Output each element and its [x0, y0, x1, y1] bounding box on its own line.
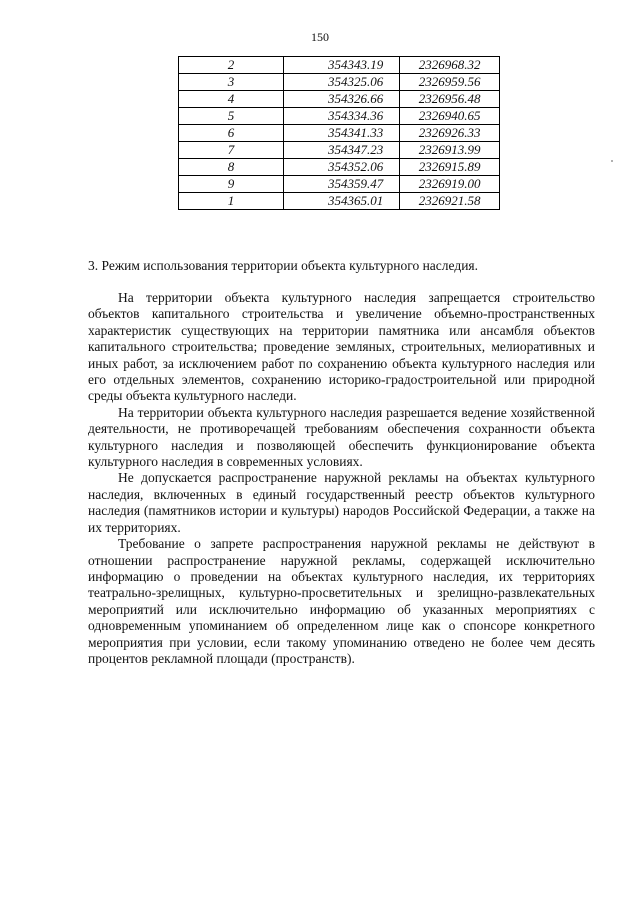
coordinates-table-body	[179, 57, 500, 210]
x-coordinate-cell: 354352.06	[284, 159, 400, 176]
x-coordinate-cell: 354341.33	[284, 125, 400, 142]
point-number-cell: 6	[179, 125, 284, 142]
paragraph-2: На территории объекта культурного наследия разрешается ведение хозяйственной деятельности, не противоречащей требованиям обеспечения сохранности объекта культурного наследия и позволяющей обеспечить функционирование объекта культурного наследия в современных условиях.	[88, 404, 595, 470]
point-number-cell: 8	[179, 159, 284, 176]
paragraph-4: Требование о запрете распространения наружной рекламы не действуют в отношении распространение наружной рекламы, содержащей исключительно информацию о проведении на объектах культурного наследия, их территориях театрально-зрелищных, культурно-просветительных и зрелищно-развлекательных мероприятий или исключительно информацию об указанных мероприятиях с одновременным упоминанием об определенном лице как о спонсоре конкретного мероприятия при условии, если такому упоминанию отведено не более чем десять процентов рекламной площади (пространств).	[88, 536, 595, 666]
table-row	[179, 57, 500, 74]
point-number-cell: 9	[179, 176, 284, 193]
point-number-cell: 5	[179, 108, 284, 125]
body-text	[88, 290, 595, 667]
y-coordinate-cell: 2326959.56	[400, 74, 500, 91]
y-coordinate-cell: 2326919.00	[400, 176, 500, 193]
table-row	[179, 74, 500, 91]
point-number-cell: 4	[179, 91, 284, 108]
table-row	[179, 142, 500, 159]
table-row	[179, 125, 500, 142]
table-row	[179, 176, 500, 193]
y-coordinate-cell: 2326968.32	[400, 57, 500, 74]
point-number-cell: 2	[179, 57, 284, 74]
point-number-cell: 7	[179, 142, 284, 159]
x-coordinate-cell: 354343.19	[284, 57, 400, 74]
section-heading: 3. Режим использования территории объекта культурного наследия.	[88, 258, 479, 273]
x-coordinate-cell: 354365.01	[284, 193, 400, 210]
y-coordinate-cell: 2326940.65	[400, 108, 500, 125]
y-coordinate-cell: 2326921.58	[400, 193, 500, 210]
table-row	[179, 193, 500, 210]
point-number-cell: 3	[179, 74, 284, 91]
x-coordinate-cell: 354359.47	[284, 176, 400, 193]
y-coordinate-cell: 2326956.48	[400, 91, 500, 108]
x-coordinate-cell: 354325.06	[284, 74, 400, 91]
y-coordinate-cell: 2326915.89	[400, 159, 500, 176]
table-row	[179, 108, 500, 125]
paragraph-3: Не допускается распространение наружной рекламы на объектах культурного наследия, включенных в единый государственный реестр объектов культурного наследия (памятников истории и культуры) народов Российской Федерации, а также на их территориях.	[88, 470, 595, 535]
x-coordinate-cell: 354326.66	[284, 91, 400, 108]
scan-speck	[611, 160, 613, 162]
paragraph-1: На территории объекта культурного наследия запрещается строительство объектов капитального строительства и увеличение объемно-пространственных характеристик существующих на территории памятника или ансамбля объектов капитального строительства; проведение земляных, строительных, мелиоративных и иных работ, за исключением работ по сохранению объекта культурного наследия или его отдельных элементов, сохранению историко-градостроительной или природной среды объекта культурного наследи.	[88, 290, 595, 404]
x-coordinate-cell: 354347.23	[284, 142, 400, 159]
table-row	[179, 159, 500, 176]
table-row	[179, 91, 500, 108]
coordinates-table	[178, 56, 500, 210]
page-number: 150	[311, 30, 329, 44]
x-coordinate-cell: 354334.36	[284, 108, 400, 125]
y-coordinate-cell: 2326913.99	[400, 142, 500, 159]
point-number-cell: 1	[179, 193, 284, 210]
y-coordinate-cell: 2326926.33	[400, 125, 500, 142]
